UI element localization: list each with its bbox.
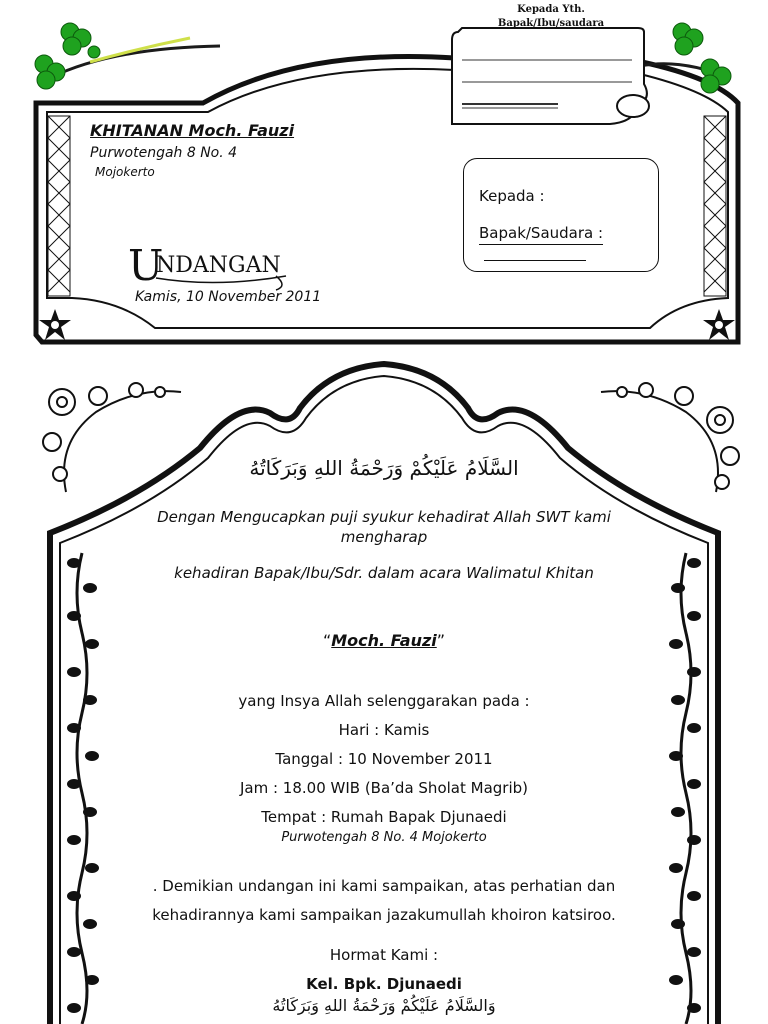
flower-ornament-left — [36, 372, 186, 502]
closing-line-2: kehadirannya kami sampaikan jazakumullah khoiron katsiroo. — [152, 906, 616, 924]
honoree-close-quote: ” — [436, 631, 446, 650]
closing-line-1: . Demikian undangan ini kami sampaikan, atas perhatian dan — [152, 877, 616, 895]
honoree-name: Moch. Fauzi — [331, 631, 437, 650]
recipient-bapak-label: Bapak/Saudara : — [479, 224, 603, 245]
event-date: Tanggal : 10 November 2011 — [275, 750, 493, 768]
request-line: kehadiran Bapak/Ibu/Sdr. dalam acara Walimatul Khitan — [174, 564, 594, 582]
flower-ornament-right — [596, 372, 746, 502]
honoree — [120, 631, 648, 651]
envelope-card — [0, 0, 768, 350]
event-time: Jam : 18.00 WIB (Ba’da Sholat Magrib) — [239, 779, 528, 797]
address-tag-line1: Kepada Yth. — [517, 4, 585, 15]
svg-text:U: U — [128, 246, 164, 290]
address-tag-line2: Bapak/Ibu/saudara — [497, 18, 605, 29]
honoree-open-quote: “ — [322, 631, 332, 650]
event-place-address: Purwotengah 8 No. 4 Mojokerto — [281, 830, 487, 845]
star-ornament-left — [38, 308, 72, 342]
undangan-logo — [126, 246, 296, 292]
address-tag — [448, 24, 658, 132]
event-place: Tempat : Rumah Bapak Djunaedi — [261, 808, 507, 826]
recipient-kepada-label: Kepada : — [479, 187, 545, 205]
recipient-blank-line — [484, 260, 586, 261]
recipient-box — [463, 158, 659, 272]
regards-label: Hormat Kami : — [329, 946, 439, 964]
sender-city: Mojokerto — [95, 165, 155, 179]
arabic-closing: وَالسَّلَامُ عَلَيْكُمْ وَرَحْمَةُ اللهِ وَبَرَكَاتُهُ — [272, 996, 496, 1015]
sender-title: KHITANAN Moch. Fauzi — [90, 121, 295, 140]
sender-address: Purwotengah 8 No. 4 — [90, 145, 238, 161]
arabic-greeting: السَّلَامُ عَلَيْكُمْ وَرَحْمَةُ اللهِ وَبَرَكَاتُهُ — [249, 456, 519, 480]
invitation-card — [0, 358, 768, 1024]
held-on-line: yang Insya Allah selenggarakan pada : — [238, 692, 530, 710]
opening-line: Dengan Mengucapkan puji syukur kehadirat Allah SWT kami mengharap — [157, 508, 611, 546]
event-day: Hari : Kamis — [338, 721, 430, 739]
svg-text:NDANGAN: NDANGAN — [156, 253, 281, 278]
invite-date: Kamis, 10 November 2011 — [135, 289, 322, 305]
signatory-name: Kel. Bpk. Djunaedi — [306, 975, 462, 993]
clover-ornament-left — [30, 18, 230, 98]
star-ornament-right — [702, 308, 736, 342]
